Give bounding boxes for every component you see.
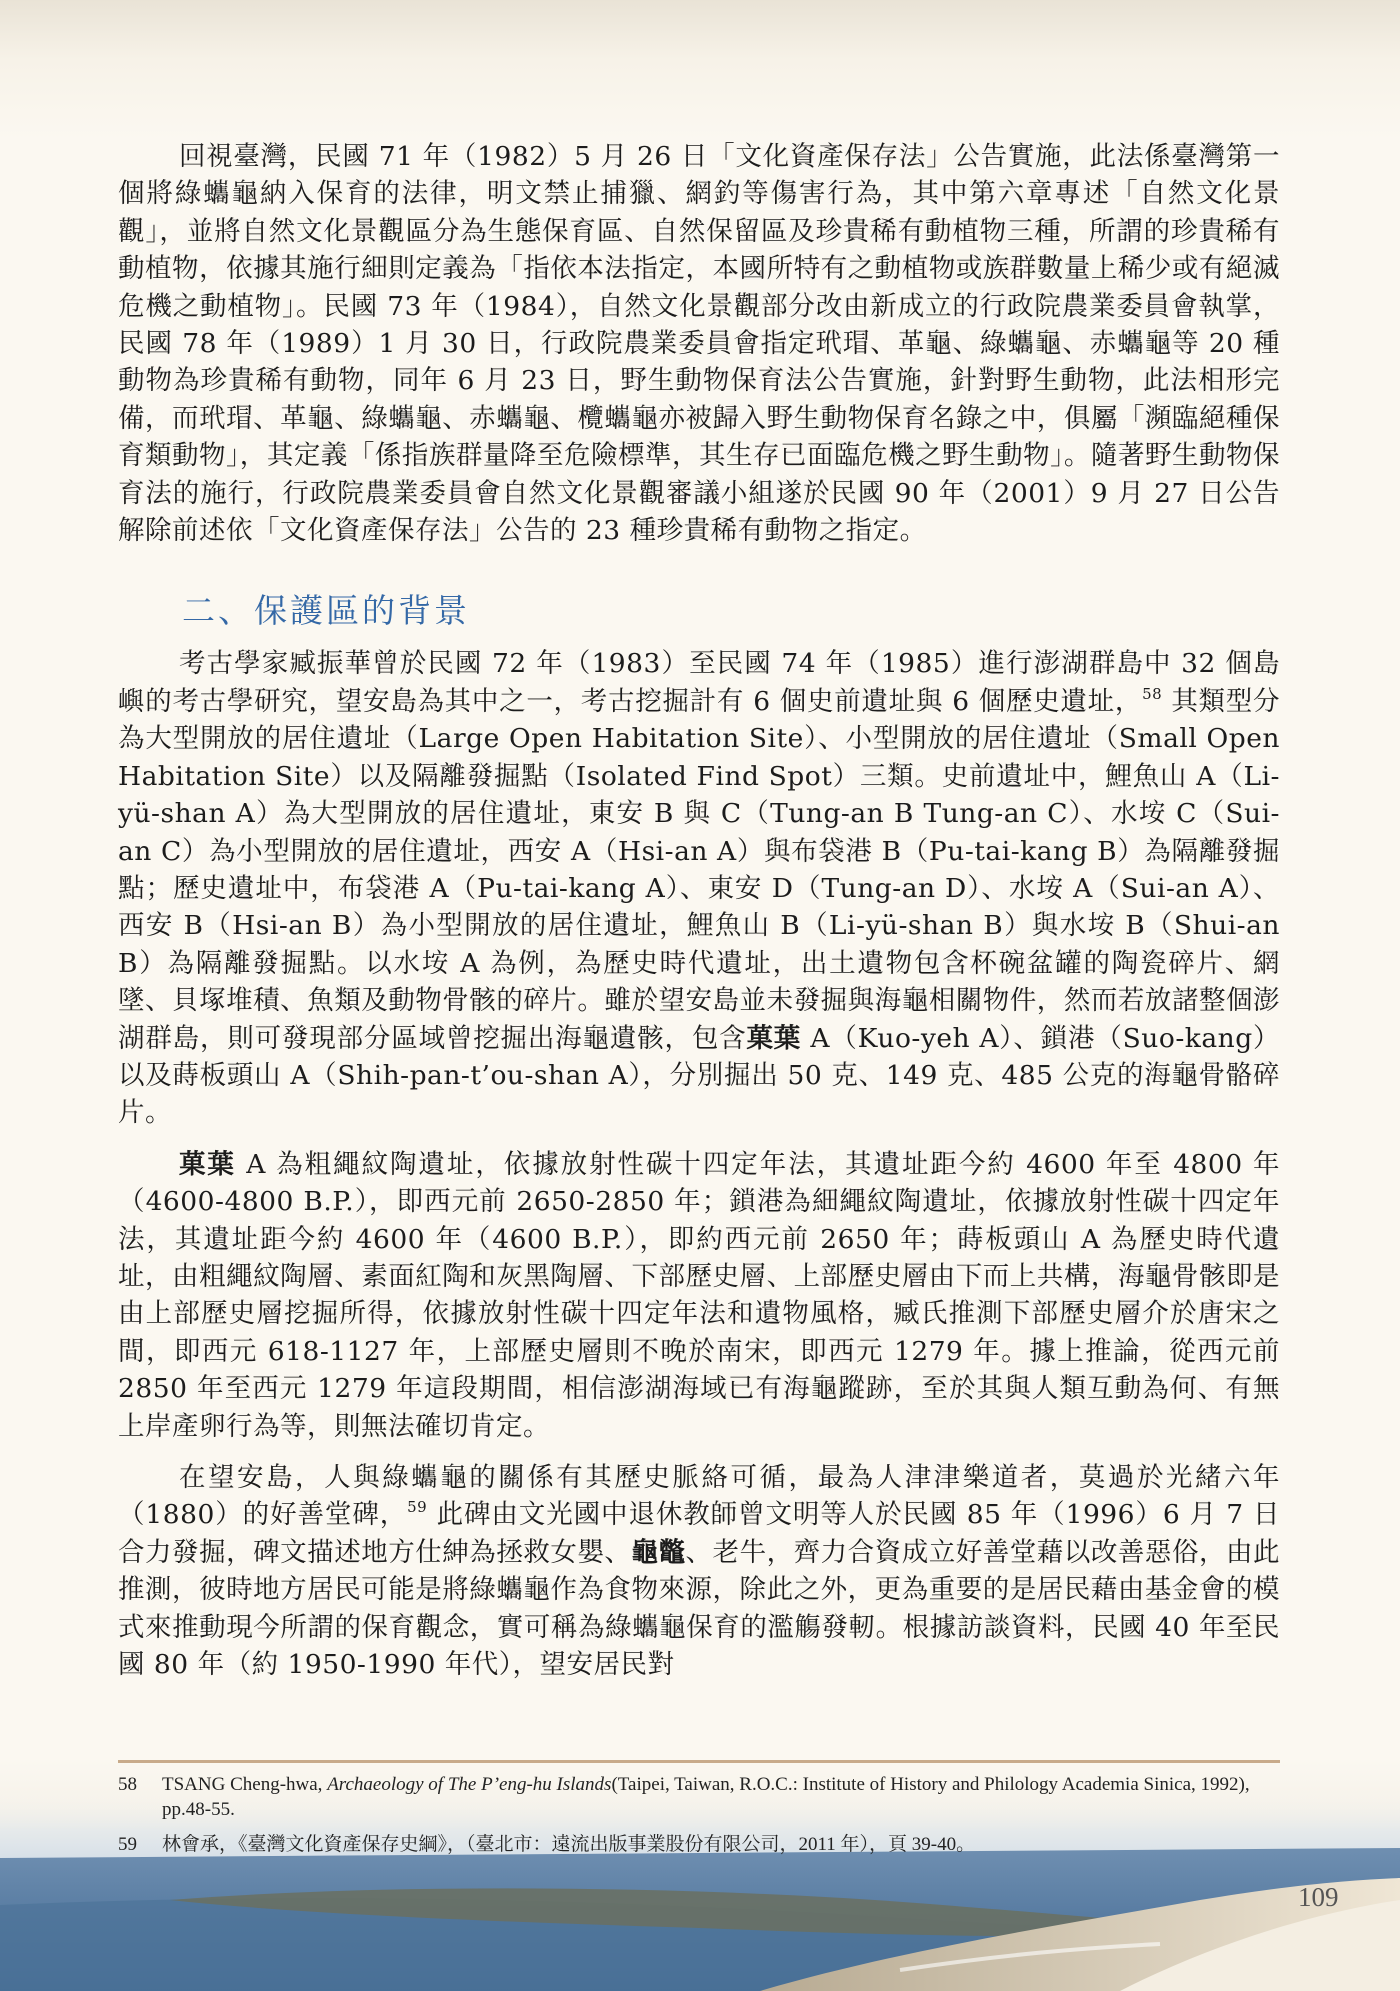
paragraph-text: A 為粗繩紋陶遺址，依據放射性碳十四定年法，其遺址距今約 4600 年至 4800 年（4600-4800 B.P.），即西元前 2650-2850 年；鎖港為細繩紋陶遺址，依據放射性碳十四定年法，其遺址距今約 4600 年（4600 B.P.），即約西元前 2650 年；蒔板頭山 A 為歷史時代遺址，由粗繩紋陶層、素面紅陶和灰黑陶層、下部歷史層、上部歷史層由下而上共構，海龜骨骸即是由上部歷史層挖掘所得，依據放射性碳十四定年法和遺物風格，臧氏推測下部歷史層介於唐宋之間，即西元 618-1127 年，上部歷史層則不晚於南宋，即西元 1279 年。據上推論，從西元前 2850 年至西元 1279 年這段期間，相信澎湖海域已有海龜蹤跡，至於其與人類互動為何、有無上岸產卵行為等，則無法確切肯定。 xyxy=(118,1148,1280,1442)
paragraph-text: 其類型分為大型開放的居住遺址（Large Open Habitation Site）、小型開放的居住遺址（Small Open Habitation Site）以及隔離發掘點（Isolated Find Spot）三類。史前遺址中，鯉魚山 A（Li-yü-shan A）為大型開放的居住遺址，東安 B 與 C（Tung-an B Tung-an C）、水垵 C（Sui-an C）為小型開放的居住遺址，西安 A（Hsi-an A）與布袋港 B（Pu-tai-kang B）為隔離發掘點；歷史遺址中，布袋港 A（Pu-tai-kang A）、東安 D（Tung-an D）、水垵 A（Sui-an A）、西安 B（Hsi-an B）為小型開放的居住遺址，鯉魚山 B（Li-yü-shan B）與水垵 B（Shui-an B）為隔離發掘點。以水垵 A 為例，為歷史時代遺址，出土遺物包含杯碗盆罐的陶瓷碎片、網墜、貝塚堆積、魚類及動物骨骸的碎片。雖於望安島並未發掘與海龜相關物件，然而若放諸整個澎湖群島，則可發現部分區域曾挖掘出海龜遺骸，包含 xyxy=(118,685,1280,1054)
section-heading-reserve-background: 二、保護區的背景 xyxy=(182,591,470,631)
footnote-text xyxy=(162,1772,1280,1822)
footnote-number: 58 xyxy=(118,1774,137,1795)
footnote-text: 林會承，《臺灣文化資產保存史綱》，（臺北市：遠流出版事業股份有限公司，2011 年），頁 39-40。 xyxy=(162,1834,976,1855)
page-number: 109 xyxy=(1298,1882,1339,1912)
bold-term-kuoyeh: 菓葉 xyxy=(178,1148,236,1180)
paragraph-text: 在望安島，人與綠蠵龜的關係有其歷史脈絡可循，最為人津津樂道者，莫過於光緒六年（1880）的好善堂碑， xyxy=(118,1462,1280,1531)
bold-term-turtle: 龜鼈 xyxy=(631,1536,686,1568)
footnotes xyxy=(118,1772,1280,1857)
paragraph-text: 考古學家臧振華曾於民國 72 年（1983）至民國 74 年（1985）進行澎湖群島中 32 個島嶼的考古學研究，望安島為其中之一，考古挖掘計有 6 個史前遺址與 6 個歷史遺址， xyxy=(118,648,1280,717)
footnote-ref-58[interactable]: 58 xyxy=(1142,684,1163,703)
footnote-publication: (Taipei, Taiwan, R.O.C.: Institute of History and Philology Academia Sinica, 1992), pp.48-55. xyxy=(162,1774,1250,1820)
bold-term-kuoyeh: 菓葉 xyxy=(746,1022,802,1054)
paragraph-haoshantang-stele xyxy=(118,1459,1280,1683)
paragraph-text: 此碑由文光國中退休教師曾文明等人於民國 85 年（1996）6 月 7 日合力發掘，碑文描述地方仕紳為拯救女嬰、 xyxy=(118,1499,1280,1568)
footnote-59 xyxy=(118,1832,1280,1857)
footnote-58 xyxy=(118,1772,1280,1822)
paragraph-archaeology-survey xyxy=(118,645,1280,1131)
paragraph-cultural-heritage-law: 回視臺灣，民國 71 年（1982）5 月 26 日「文化資產保存法」公告實施，此法係臺灣第一個將綠蠵龜納入保育的法律，明文禁止捕獵、網釣等傷害行為，其中第六章專述「自然文化景觀」，並將自然文化景觀區分為生態保育區、自然保留區及珍貴稀有動植物三種，所謂的珍貴稀有動植物，依據其施行細則定義為「指依本法指定，本國所特有之動植物或族群數量上稀少或有絕滅危機之動植物」。民國 73 年（1984），自然文化景觀部分改由新成立的行政院農業委員會執掌，民國 78 年（1989）1 月 30 日，行政院農業委員會指定玳瑁、革龜、綠蠵龜、赤蠵龜等 20 種動物為珍貴稀有動物，同年 6 月 23 日，野生動物保育法公告實施，針對野生動物，此法相形完備，而玳瑁、革龜、綠蠵龜、赤蠵龜、欖蠵龜亦被歸入野生動物保育名錄之中，俱屬「瀕臨絕種保育類動物」，其定義「係指族群量降至危險標準，其生存已面臨危機之野生動物」。隨著野生動物保育法的施行，行政院農業委員會自然文化景觀審議小組遂於民國 90 年（2001）9 月 27 日公告解除前述依「文化資產保存法」公告的 23 種珍貴稀有動物之指定。 xyxy=(118,141,1280,547)
paragraph-radiocarbon-dating xyxy=(118,1146,1280,1445)
footnote-number: 59 xyxy=(118,1834,137,1855)
footnote-divider xyxy=(118,1760,1280,1763)
page-content xyxy=(118,138,1280,1683)
footnote-ref-59[interactable]: 59 xyxy=(407,1498,428,1517)
paragraph-text: 、老牛，齊力合資成立好善堂藉以改善惡俗，由此推測，彼時地方居民可能是將綠蠵龜作為食物來源，除此之外，更為重要的是居民藉由基金會的模式來推動現今所謂的保育觀念，實可稱為綠蠵龜保育的濫觴發軔。根據訪談資料，民國 40 年至民國 80 年（約 1950-1990 年代），望安居民對 xyxy=(118,1536,1281,1681)
footnote-author: TSANG Cheng-hwa, xyxy=(162,1774,328,1795)
footnote-book-title: Archaeology of The P’eng-hu Islands xyxy=(327,1774,612,1795)
paragraph-text: A（Kuo-yeh A）、鎖港（Suo-kang）以及蒔板頭山 A（Shih-pan-t’ou-shan A），分別掘出 50 克、149 克、485 公克的海龜骨骼碎片。 xyxy=(118,1022,1280,1129)
